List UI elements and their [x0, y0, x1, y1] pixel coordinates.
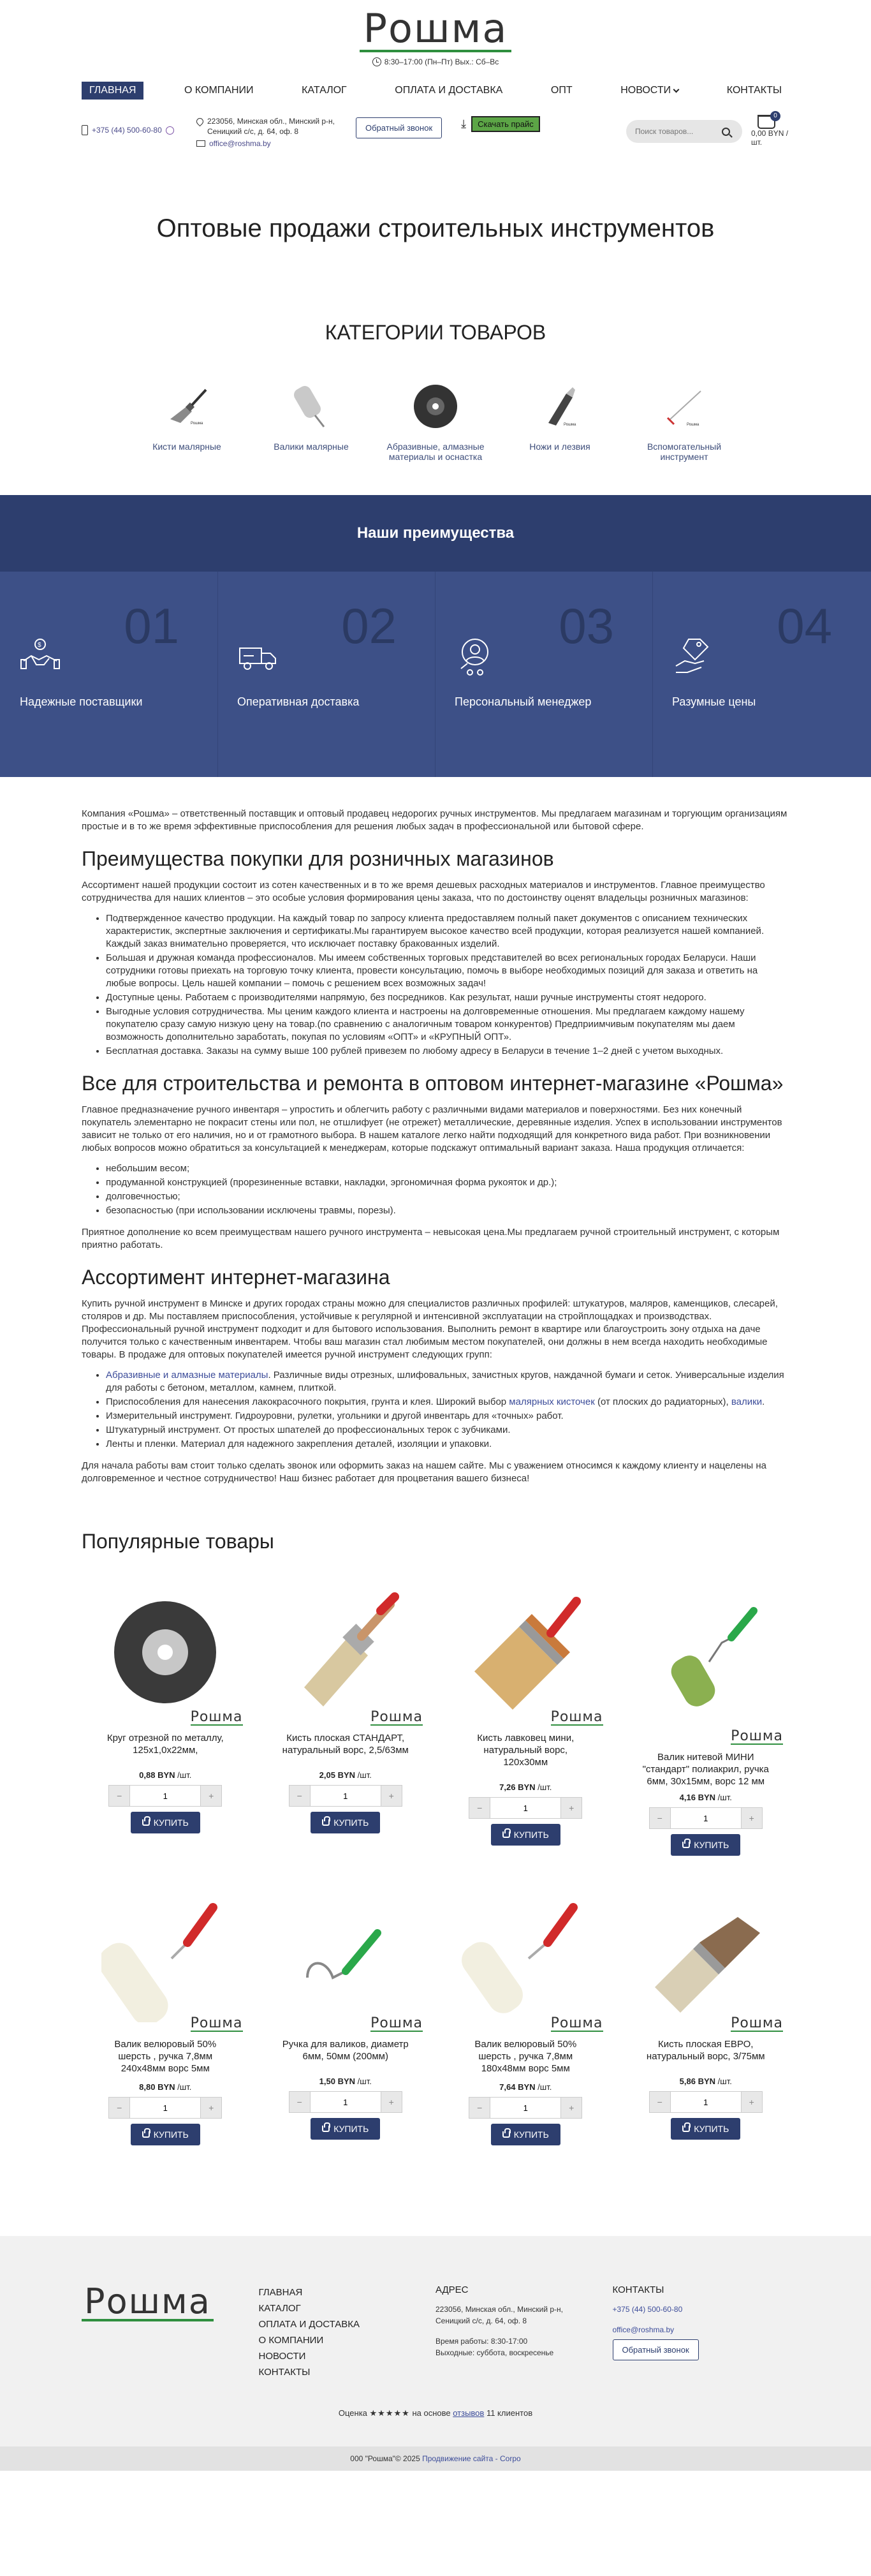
buy-label: КУПИТЬ — [513, 2129, 549, 2140]
footer-work-time: Время работы: 8:30-17:00 — [435, 2337, 528, 2346]
site-footer — [0, 2236, 871, 2446]
buy-label: КУПИТЬ — [153, 2129, 189, 2140]
qty-decrease-button[interactable]: − — [469, 2097, 490, 2119]
footer-link-payment[interactable]: ОПЛАТА И ДОСТАВКА — [258, 2319, 360, 2330]
advantage-number: 04 — [777, 598, 832, 654]
search-input[interactable] — [626, 120, 715, 143]
product-card — [442, 1885, 610, 2191]
cart[interactable] — [751, 112, 789, 147]
clock-icon — [372, 57, 381, 66]
footer-email[interactable]: office@roshma.by — [612, 2325, 675, 2334]
product-price — [262, 1770, 430, 1780]
category-label: Валики малярные — [274, 441, 349, 452]
qty-input[interactable] — [671, 2091, 741, 2113]
build-paragraph-2: Приятное дополнение ко всем преимуществам нашего ручного инструмента – невысокая цена.Мы предлагаем ручной строительный инструмент, с которым приятно работать. — [82, 1227, 780, 1250]
nav-about[interactable]: О КОМПАНИИ — [184, 85, 254, 96]
buy-label: КУПИТЬ — [694, 1840, 729, 1850]
velour-roller-icon — [101, 1895, 229, 2022]
product-name[interactable]: Валик велюровый 50% шерсть , ручка 7,8мм 240х48мм ворс 5мм — [114, 2039, 217, 2074]
list-item: • Ленты и пленки. Материал для надежного закрепления деталей, изоляции и упаковки. — [106, 1438, 789, 1451]
category-rollers[interactable] — [260, 371, 362, 462]
buy-button[interactable] — [131, 1812, 200, 1833]
product-card — [262, 1885, 430, 2191]
basket-icon — [502, 2131, 510, 2138]
build-heading: Все для строительства и ремонта в оптовом интернет-магазине «Рошма» — [82, 1072, 784, 1095]
footer-contacts — [613, 2284, 790, 2408]
buy-button[interactable] — [311, 1812, 380, 1833]
buy-button[interactable] — [491, 2124, 560, 2145]
advantage-label: Оперативная доставка — [237, 695, 360, 708]
qty-decrease-button[interactable]: − — [108, 1785, 130, 1807]
product-price-value: 0,88 BYN — [139, 1770, 175, 1780]
product-price-value: 7,26 BYN — [499, 1782, 536, 1792]
footer-logo[interactable]: Рошма — [82, 2284, 214, 2321]
nav-payment-delivery[interactable]: ОПЛАТА И ДОСТАВКА — [395, 85, 503, 96]
download-price-button[interactable]: Скачать прайс — [471, 116, 540, 132]
product-name[interactable]: Круг отрезной по металлу, 125х1,0х22мм, — [106, 1733, 224, 1756]
header-email-link[interactable]: office@roshma.by — [209, 139, 271, 148]
qty-input[interactable] — [311, 2091, 381, 2113]
basket-icon — [142, 1819, 150, 1826]
qty-decrease-button[interactable]: − — [649, 1807, 671, 1829]
footer-link-contacts[interactable]: КОНТАКТЫ — [258, 2367, 311, 2378]
qty-decrease-button[interactable]: − — [289, 1785, 311, 1807]
basket-icon — [682, 2126, 690, 2132]
category-label: Кисти малярные — [152, 441, 221, 452]
product-name[interactable]: Валик велюровый 50% шерсть , ручка 7,8мм 180х48мм ворс 5мм — [474, 2039, 577, 2074]
working-hours — [82, 57, 789, 66]
product-watermark: Рошма — [370, 2015, 423, 2031]
footer-link-home[interactable]: ГЛАВНАЯ — [258, 2287, 303, 2298]
advantage-number: 02 — [341, 598, 397, 654]
product-card — [262, 1579, 430, 1885]
advantage-label: Надежные поставщики — [20, 695, 143, 708]
list-item: • Подтвержденное качество продукции. На каждый товар по запросу клиента предоставляем полный пакет документов с описанием технических характеристик, экспертные заключения и сертификаты.Мы гарантируем высокое качество всей продукции, которая реализуется нашей компанией. Каждый заказ внимательно проверяется, что исключает поставку бракованных изделий. — [106, 912, 789, 951]
footer-callback-button[interactable]: Обратный звонок — [613, 2339, 699, 2360]
product-unit: /шт. — [538, 1782, 552, 1792]
viber-icon[interactable] — [166, 126, 174, 135]
product-watermark: Рошма — [550, 2015, 603, 2031]
qty-input[interactable] — [130, 2097, 200, 2119]
retail-paragraph: Ассортимент нашей продукции состоит из сотен качественных и в то же время дешевых расходных материалов и инструментов. Главное преимущество сотрудничества для наших клиентов – это особые условия формирования цены заказа, что по достоинству оценят владельцы розничных магазинов: — [82, 880, 765, 903]
qty-increase-button[interactable]: + — [200, 2097, 222, 2119]
retail-heading: Преимущества покупки для розничных магазинов — [82, 847, 554, 870]
buy-button[interactable] — [671, 1834, 740, 1856]
qty-increase-button[interactable]: + — [741, 1807, 763, 1829]
list-item: • небольшим весом; — [106, 1162, 789, 1175]
buy-label: КУПИТЬ — [694, 2124, 729, 2134]
auxiliary-tool-icon — [633, 371, 735, 441]
assortment-paragraph: Купить ручной инструмент в Минске и других городах страны можно для специалистов различных профилей: штукатуров, маляров, каменщиков, слесарей, столяров и др. Мы поставляем приспособления, устойчивые к регулярной и интенсивной эксплуатации на стройплощадках и производствах. Профессиональный ручной инструмент подходит и для бытового использования. Выполнить ремонт в квартире или благоустроить зону отдыха на даче получится только с качественным инвентарем. Чтобы ваш магазин стал любимым местом покупателей, они должны в нем всегда находить необходимые товары. В продаже для оптовых покупателей имеется ручной инструмент следующих групп: — [82, 1298, 778, 1360]
category-knives[interactable] — [509, 371, 611, 462]
footer-link-news[interactable]: НОВОСТИ — [258, 2351, 306, 2362]
product-grid — [82, 1579, 789, 2191]
advantage-card — [435, 572, 653, 777]
main-nav — [82, 80, 789, 101]
assortment-list — [106, 1369, 789, 1451]
qty-input[interactable] — [671, 1807, 741, 1829]
product-name[interactable]: Кисть плоская ЕВРО, натуральный ворс, 3/75мм — [646, 2039, 765, 2062]
list-item: • Большая и дружная команда профессионалов. Мы имеем собственных торговых представителей во всех региональных городах Беларуси. Наши сотрудники готовы приехать на торговую точку клиента, провести консультацию, помочь в выборе необходимых позиций для заказа и ответить на любые вопросы. Цель нашей компании – помочь с решением всех возможных задач! — [106, 952, 789, 990]
product-card — [82, 1885, 249, 2191]
product-image[interactable] — [82, 1579, 249, 1726]
qty-input[interactable] — [130, 1785, 200, 1807]
list-item: • Бесплатная доставка. Заказы на сумму выше 100 рублей привезем по любому адресу в Беларуси в течение 1–2 дней с учетом выходных. — [106, 1045, 789, 1058]
copyright-bar — [0, 2446, 871, 2471]
advantages-grid — [0, 572, 871, 777]
category-label: Ножи и лезвия — [529, 441, 590, 452]
quantity-stepper — [442, 1797, 610, 1819]
cart-count-badge: 0 — [770, 111, 780, 121]
mini-roller-icon — [652, 1598, 760, 1726]
qty-decrease-button[interactable]: − — [108, 2097, 130, 2119]
build-paragraph: Главное предназначение ручного инвентаря – упростить и облегчить работу с различными видами материалов и поверхностями. Без них конечный покупатель элементарно не покрасит стены или пол, не отшлифует (не отрежет) металлические, деревянные изделия. Успех в использовании инструментов зависит не только от его наличия, но и от грамотного выбора. В нашем каталоге легко найти подходящий для конкретного вида работ. При возникновении любых вопросов можно обратиться за консультацией к менеджерам, которые подскажут оптимальный вариант заказа. Наша продукция отличается: — [82, 1104, 782, 1153]
product-unit: /шт. — [717, 2076, 732, 2086]
price-hand-icon — [672, 635, 713, 679]
footer-contacts-title: КОНТАКТЫ — [612, 2284, 664, 2295]
header-address-line1: 223056, Минская обл., Минский р-н, — [207, 117, 335, 126]
product-name[interactable]: Валик нитевой МИНИ "стандарт" полиакрил, ручка 6мм, 30х15мм, ворс 12 мм — [642, 1752, 769, 1787]
buy-button[interactable] — [491, 1824, 560, 1846]
list-item: • продуманной конструкцией (прорезиненные вставки, накладки, эргономичная форма рукояток и др.); — [106, 1176, 789, 1189]
knife-icon — [509, 371, 611, 441]
search-box — [626, 120, 742, 143]
manager-icon — [455, 635, 495, 679]
phone-icon — [82, 125, 88, 135]
footer-weekend: Выходные: суббота, воскресенье — [435, 2348, 554, 2357]
product-price — [82, 1770, 249, 1780]
qty-decrease-button[interactable]: − — [649, 2091, 671, 2113]
developer-link[interactable]: Продвижение сайта - Corpo — [422, 2454, 521, 2463]
product-unit: /шт. — [357, 1770, 372, 1780]
product-image[interactable] — [622, 1579, 790, 1745]
product-name[interactable]: Ручка для валиков, диаметр 6мм, 50мм (200мм) — [282, 2039, 409, 2062]
advantage-label: Разумные цены — [672, 695, 756, 708]
product-watermark: Рошма — [731, 2015, 783, 2031]
search-icon[interactable] — [722, 128, 730, 136]
intro-paragraph: Компания «Рошма» – ответственный поставщик и оптовый продавец недорогих ручных инструментов. Мы предлагаем магазинам и торгующим организациям простые и в то же время эффективные приспособления для решения любых задач в профессиональной или бытовой сфере. — [82, 808, 787, 832]
product-price-value: 4,16 BYN — [679, 1793, 716, 1802]
product-watermark: Рошма — [731, 1728, 783, 1744]
brushes-link[interactable]: малярных кисточек — [509, 1396, 595, 1407]
footer-address — [435, 2284, 613, 2408]
product-price — [442, 1782, 610, 1792]
buy-button[interactable] — [131, 2124, 200, 2145]
category-auxiliary[interactable] — [633, 371, 735, 462]
product-price — [262, 2076, 430, 2086]
retail-list — [106, 912, 789, 1058]
download-icon: ⤓ — [461, 117, 467, 130]
list-item: • долговечностью; — [106, 1190, 789, 1203]
list-item: • Штукатурный инструмент. От простых шпателей до профессиональных терок с зубчиками. — [106, 1424, 789, 1437]
price-download — [461, 116, 540, 132]
assortment-heading: Ассортимент интернет-магазина — [82, 1266, 390, 1289]
seo-content — [82, 808, 789, 1485]
category-list — [82, 371, 789, 462]
qty-increase-button[interactable]: + — [560, 1797, 582, 1819]
product-price-value: 8,80 BYN — [139, 2082, 175, 2092]
rating-stars: ★★★★★ — [369, 2408, 410, 2418]
list-item: • Доступные цены. Работаем с производителями напрямую, без посредников. Как результат, наши ручные инструменты стоят недорого. — [106, 991, 789, 1004]
list-item-text: . — [762, 1396, 765, 1407]
footer-address-line1: 223056, Минская обл., Минский р-н, — [435, 2305, 564, 2314]
page-title: Оптовые продажи строительных инструментов — [156, 214, 715, 242]
nav-news-label: НОВОСТИ — [620, 85, 671, 96]
nav-wholesale[interactable]: ОПТ — [550, 85, 573, 96]
callback-button[interactable]: Обратный звонок — [356, 117, 442, 138]
list-item: • Измерительный инструмент. Гидроуровни, рулетки, угольники и другой инвентарь для «точных» работ. — [106, 1410, 789, 1423]
product-price — [622, 2076, 790, 2086]
advantages-title: Наши преимущества — [0, 495, 871, 572]
buy-label: КУПИТЬ — [153, 1817, 189, 1828]
product-price-value: 5,86 BYN — [679, 2076, 716, 2086]
list-item — [106, 1396, 789, 1409]
quantity-stepper — [82, 2097, 249, 2119]
product-price-value: 2,05 BYN — [319, 1770, 356, 1780]
product-image[interactable] — [262, 1579, 430, 1726]
product-watermark: Рошма — [550, 1709, 603, 1725]
quantity-stepper — [622, 2091, 790, 2113]
quantity-stepper — [262, 1785, 430, 1807]
quantity-stepper — [622, 1807, 790, 1829]
footer-link-about[interactable]: О КОМПАНИИ — [258, 2335, 324, 2346]
categories-title: КАТЕГОРИИ ТОВАРОВ — [325, 321, 546, 344]
mail-icon — [196, 140, 205, 147]
advantage-card — [653, 572, 870, 777]
svg-text:Рошма: Рошма — [564, 423, 576, 427]
svg-text:Рошма: Рошма — [687, 423, 699, 427]
product-price — [442, 2082, 610, 2092]
list-item-text: (от плоских до радиаторных), — [594, 1396, 731, 1407]
svg-text:$: $ — [38, 642, 41, 649]
qty-increase-button[interactable]: + — [560, 2097, 582, 2119]
buy-button[interactable] — [671, 2118, 740, 2140]
qty-decrease-button[interactable]: − — [469, 1797, 490, 1819]
product-unit: /шт. — [177, 2082, 192, 2092]
buy-label: КУПИТЬ — [333, 1817, 369, 1828]
basket-icon — [322, 1819, 330, 1826]
category-abrasives[interactable] — [384, 371, 487, 462]
list-item: • безопасностью (при использовании исключены травмы, порезы). — [106, 1204, 789, 1217]
abrasives-link[interactable]: Абразивные и алмазные материалы — [106, 1370, 268, 1381]
category-label: Абразивные, алмазные материалы и оснастка — [386, 441, 485, 462]
qty-increase-button[interactable]: + — [381, 1785, 402, 1807]
advantage-number: 01 — [124, 598, 179, 654]
advantage-label: Персональный менеджер — [455, 695, 592, 708]
handshake-icon — [20, 635, 61, 679]
product-price — [622, 1793, 790, 1802]
list-item: • Выгодные условия сотрудничества. Мы ценим каждого клиента и настроены на долговременные отношения. Мы предлагаем каждому нашему покупателю сразу самую низкую цену на товар.(по сравнению с аналогичным товаром конкурентов) Предприимчивым покупателям мы даем возможность дополнительно заработать, покупая по условиям «ОПТ» и «КРУПНЫЙ ОПТ». — [106, 1005, 789, 1044]
cart-total: 0,00 BYN / шт. — [751, 129, 789, 147]
qty-input[interactable] — [490, 2097, 560, 2119]
product-image[interactable] — [442, 1579, 610, 1726]
buy-button[interactable] — [311, 2118, 380, 2140]
quantity-stepper — [442, 2097, 610, 2119]
list-item — [106, 1369, 789, 1395]
basket-icon — [682, 1842, 690, 1848]
qty-input[interactable] — [311, 1785, 381, 1807]
footer-phone[interactable]: +375 (44) 500-60-80 — [612, 2305, 683, 2314]
footer-logo-block — [82, 2281, 259, 2408]
cutting-disc-icon — [111, 1598, 219, 1706]
velour-roller-icon — [462, 1895, 589, 2022]
product-image[interactable] — [82, 1885, 249, 2032]
reviews-link[interactable]: отзывов — [453, 2408, 485, 2418]
header-phone — [82, 114, 196, 135]
site-logo[interactable]: Рошма — [360, 9, 512, 52]
product-unit: /шт. — [538, 2082, 552, 2092]
qty-input[interactable] — [490, 1797, 560, 1819]
quantity-stepper — [82, 1785, 249, 1807]
delivery-truck-icon — [237, 635, 278, 679]
rating-prefix: Оценка — [338, 2408, 367, 2418]
header-address-line2: Сеницкий с/с, д. 64, оф. 8 — [207, 127, 299, 136]
roller-handle-icon — [288, 1901, 403, 2016]
footer-rating — [0, 2408, 871, 2418]
product-image[interactable] — [442, 1885, 610, 2032]
basket-icon — [502, 1832, 510, 1838]
product-card — [82, 1579, 249, 1885]
logo-container — [82, 0, 789, 52]
build-list — [106, 1162, 789, 1217]
popular-products — [82, 1530, 789, 2191]
qty-decrease-button[interactable]: − — [289, 2091, 311, 2113]
footer-address-line2: Сеницкий с/с, д. 64, оф. 8 — [435, 2316, 527, 2325]
working-hours-text: 8:30–17:00 (Пн–Пт) Вых.: Сб–Вс — [384, 57, 499, 66]
product-name[interactable]: Кисть лавковец мини, натуральный ворс, 120х30мм — [477, 1733, 575, 1768]
basket-icon — [142, 2131, 150, 2138]
product-unit: /шт. — [717, 1793, 732, 1802]
header-address-block — [196, 114, 356, 148]
product-image[interactable] — [622, 1885, 790, 2032]
product-card — [622, 1579, 790, 1885]
product-card — [622, 1885, 790, 2191]
category-brushes[interactable] — [136, 371, 238, 462]
location-pin-icon — [195, 117, 205, 127]
rating-suffix: 11 клиентов — [486, 2408, 533, 2418]
product-price-value: 1,50 BYN — [319, 2076, 356, 2086]
category-label: Вспомогательный инструмент — [647, 441, 722, 462]
wide-brush-icon — [462, 1588, 589, 1716]
flat-brush-icon — [285, 1592, 406, 1713]
quantity-stepper — [262, 2091, 430, 2113]
rating-mid: на основе — [412, 2408, 451, 2418]
brush-icon — [136, 371, 238, 441]
product-price — [82, 2082, 249, 2092]
product-card — [442, 1579, 610, 1885]
advantage-card — [218, 572, 435, 777]
qty-increase-button[interactable]: + — [381, 2091, 402, 2113]
euro-brush-icon — [642, 1898, 770, 2019]
product-unit: /шт. — [357, 2076, 372, 2086]
list-item-text: . Различные виды отрезных, шлифовальных, зачистных кругов, наждачной бумаги и сеток. Универсальные изделия для работы с бетоном, металлом, камнем, плиткой. — [106, 1370, 784, 1393]
popular-title: Популярные товары — [82, 1530, 274, 1553]
product-image[interactable] — [262, 1885, 430, 2032]
outro-paragraph: Для начала работы вам стоит только сделать звонок или оформить заказ на нашем сайте. Мы с уважением относимся к каждому клиенту и нацелены на долговременное и честное сотрудничество! Наш бизнес работает для процветания вашего бизнеса! — [82, 1460, 766, 1484]
header-phone-link[interactable]: +375 (44) 500-60-80 — [92, 126, 162, 135]
basket-icon — [322, 2126, 330, 2132]
footer-address-title: АДРЕС — [435, 2284, 469, 2295]
copyright-text: 000 "Рошма"© 2025 — [350, 2454, 420, 2463]
svg-text:Рошма: Рошма — [191, 422, 203, 426]
nav-news[interactable] — [613, 82, 686, 100]
chevron-down-icon — [673, 86, 680, 93]
advantage-number: 03 — [559, 598, 614, 654]
qty-increase-button[interactable]: + — [741, 2091, 763, 2113]
advantages-section — [0, 495, 871, 777]
footer-menu — [259, 2284, 436, 2408]
product-name[interactable]: Кисть плоская СТАНДАРТ, натуральный ворс, 2,5/63мм — [282, 1733, 409, 1756]
product-watermark: Рошма — [190, 2015, 243, 2031]
buy-label: КУПИТЬ — [333, 2124, 369, 2134]
list-item-text: Приспособления для нанесения лакокрасочного покрытия, грунта и клея. Широкий выбор — [106, 1396, 509, 1407]
qty-increase-button[interactable]: + — [200, 1785, 222, 1807]
buy-label: КУПИТЬ — [513, 1830, 549, 1840]
site-header — [0, 0, 871, 158]
product-watermark: Рошма — [190, 1709, 243, 1725]
nav-home[interactable]: ГЛАВНАЯ — [82, 82, 143, 100]
rollers-link[interactable]: валики — [731, 1396, 763, 1407]
nav-contacts[interactable]: КОНТАКТЫ — [726, 85, 782, 96]
advantage-card — [1, 572, 218, 777]
header-contacts — [82, 114, 789, 158]
product-watermark: Рошма — [370, 1709, 423, 1725]
product-price-value: 7,64 BYN — [499, 2082, 536, 2092]
product-unit: /шт. — [177, 1770, 192, 1780]
cutting-disc-icon — [384, 371, 487, 441]
roller-icon — [260, 371, 362, 441]
footer-link-catalog[interactable]: КАТАЛОГ — [258, 2303, 301, 2314]
nav-catalog[interactable]: КАТАЛОГ — [302, 85, 347, 96]
